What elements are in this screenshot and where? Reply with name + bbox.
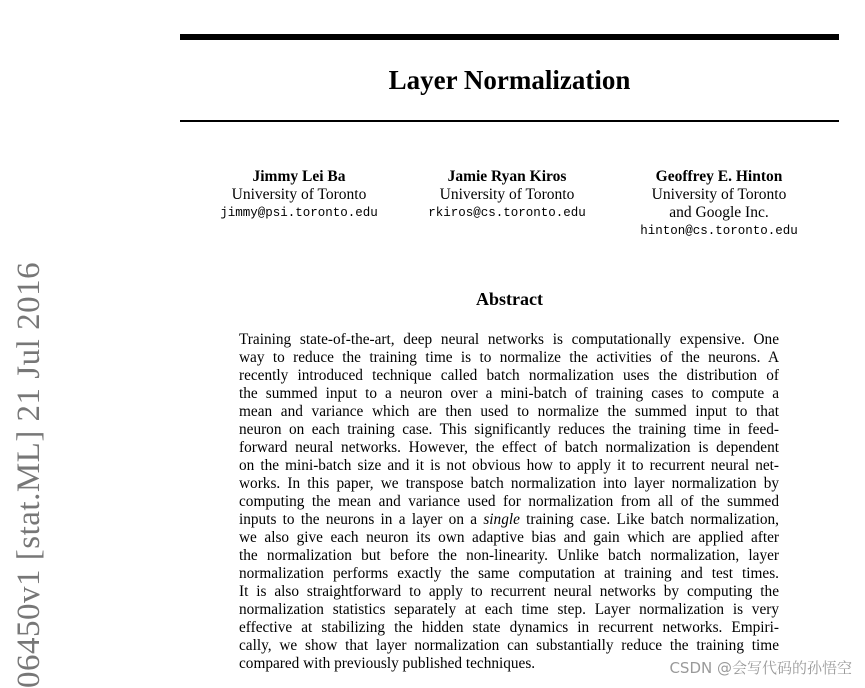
abstract-line: forward neural networks. However, the effect of batch normalization is dependent xyxy=(239,439,779,456)
author-name: Jamie Ryan Kiros xyxy=(447,168,567,185)
abstract-heading: Abstract xyxy=(476,289,543,309)
emphasized-word: single xyxy=(483,511,520,528)
abstract-line: the summed input to a neuron over a mini-batch of training cases to compute a xyxy=(239,385,779,402)
author-block xyxy=(609,168,829,240)
abstract-line: compared with previously published techniques. xyxy=(239,655,536,672)
author-affiliation: University of Toronto xyxy=(439,186,575,203)
abstract-line: we also give each neuron its own adaptive bias and gain which are applied after xyxy=(239,529,779,546)
author-name: Jimmy Lei Ba xyxy=(252,168,346,185)
author-email[interactable]: jimmy@psi.toronto.edu xyxy=(220,206,378,220)
paper-title: Layer Normalization xyxy=(388,65,631,95)
arxiv-identifier-stamp: 06450v1 [stat.ML] 21 Jul 2016 xyxy=(11,261,47,688)
abstract-text: training case. Like batch normalization, xyxy=(519,511,779,528)
abstract-line: way to reduce the training time is to normalize the activities of the neurons. A xyxy=(239,349,779,366)
author-name: Geoffrey E. Hinton xyxy=(655,168,783,185)
abstract-line: mean and variance which are then used to normalize the summed input to that xyxy=(239,403,779,420)
abstract-line: the normalization but before the non-linearity. Unlike batch normalization, layer xyxy=(239,547,779,564)
csdn-watermark: CSDN @会写代码的孙悟空 xyxy=(669,659,852,677)
abstract-line: It is also straightforward to apply to recurrent neural networks by computing the xyxy=(239,583,779,600)
author-affiliation: and Google Inc. xyxy=(669,204,769,221)
abstract-body xyxy=(239,331,779,673)
abstract-line: cally, we show that layer normalization can substantially reduce the training time xyxy=(239,637,779,654)
author-email[interactable]: hinton@cs.toronto.edu xyxy=(640,224,798,238)
abstract-line: neuron on each training case. This significantly reduces the training time in feed- xyxy=(239,421,779,438)
abstract-line: normalization statistics separately at each time step. Layer normalization is very xyxy=(239,601,779,618)
abstract-line xyxy=(239,511,779,529)
author-block xyxy=(397,168,617,222)
abstract-line: computing the mean and variance used for normalization from all of the summed xyxy=(239,493,779,510)
author-block xyxy=(189,168,409,222)
abstract-line: normalization performs exactly the same computation at training and test times. xyxy=(239,565,779,582)
abstract-line: on the mini-batch size and it is not obvious how to apply it to recurrent neural net- xyxy=(239,457,779,474)
abstract-line: Training state-of-the-art, deep neural networks is computationally expensive. One xyxy=(239,331,779,348)
top-rule xyxy=(180,34,839,40)
title-bottom-rule xyxy=(180,120,839,122)
abstract-text: inputs to the neurons in a layer on a xyxy=(239,511,484,528)
author-email[interactable]: rkiros@cs.toronto.edu xyxy=(428,206,586,220)
abstract-line: works. In this paper, we transpose batch normalization into layer normalization by xyxy=(239,475,779,492)
abstract-line: effective at stabilizing the hidden state dynamics in recurrent networks. Empiri- xyxy=(239,619,779,636)
author-affiliation: University of Toronto xyxy=(231,186,367,203)
author-affiliation: University of Toronto xyxy=(651,186,787,203)
abstract-line: recently introduced technique called batch normalization uses the distribution of xyxy=(239,367,779,384)
